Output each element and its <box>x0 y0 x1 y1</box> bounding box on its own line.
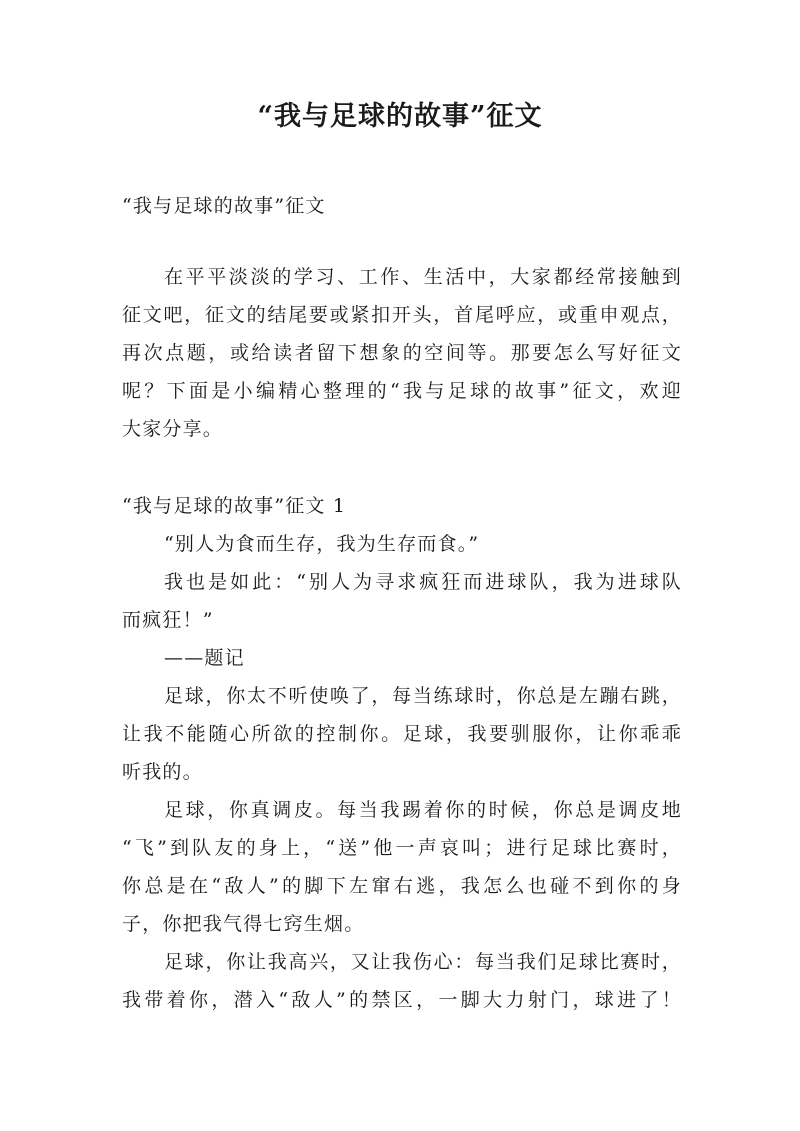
intro-line: 大家分享。 <box>122 418 224 440</box>
essay-line: ——题记 <box>164 647 245 669</box>
essay-line: 听我的。 <box>122 761 203 783</box>
essay-line: 我也是如此：“别人为寻求疯狂而进球队，我为进球队 <box>164 571 682 593</box>
document-title: “我与足球的故事”征文 <box>257 101 543 132</box>
intro-paragraph <box>122 258 682 448</box>
subtitle-line: “我与足球的故事”征文 <box>122 195 326 217</box>
essay-body <box>122 525 682 1019</box>
essay-line: 让我不能随心所欲的控制你。足球，我要驯服你，让你乖乖 <box>122 723 682 745</box>
intro-line: 在平平淡淡的学习、工作、生活中，大家都经常接触到 <box>164 266 682 288</box>
essay-line: 足球，你太不听使唤了，每当练球时，你总是左蹦右跳， <box>164 685 682 707</box>
essay-line: 足球，你让我高兴，又让我伤心：每当我们足球比赛时， <box>164 951 682 973</box>
essay-line: 而疯狂！” <box>122 609 214 631</box>
essay-line: 我带着你，潜入“敌人”的禁区，一脚大力射门，球进了！ <box>122 989 682 1011</box>
intro-line: 呢？下面是小编精心整理的“我与足球的故事”征文，欢迎 <box>122 380 682 402</box>
essay-line: “飞”到队友的身上，“送”他一声哀叫；进行足球比赛时， <box>122 837 682 859</box>
essay-line: 子，你把我气得七窍生烟。 <box>122 913 365 935</box>
essay-line: “别人为食而生存，我为生存而食。” <box>164 533 480 555</box>
essay-line: 你总是在“敌人”的脚下左窜右逃，我怎么也碰不到你的身 <box>122 875 682 897</box>
document-subtitle <box>122 187 682 225</box>
intro-line: 再次点题，或给读者留下想象的空间等。那要怎么写好征文 <box>122 342 682 364</box>
essay-heading <box>122 487 682 525</box>
essay-heading-line: “我与足球的故事”征文 1 <box>122 495 347 517</box>
intro-line: 征文吧，征文的结尾要或紧扣开头，首尾呼应，或重申观点， <box>122 304 682 326</box>
essay-line: 足球，你真调皮。每当我踢着你的时候，你总是调皮地 <box>164 799 682 821</box>
